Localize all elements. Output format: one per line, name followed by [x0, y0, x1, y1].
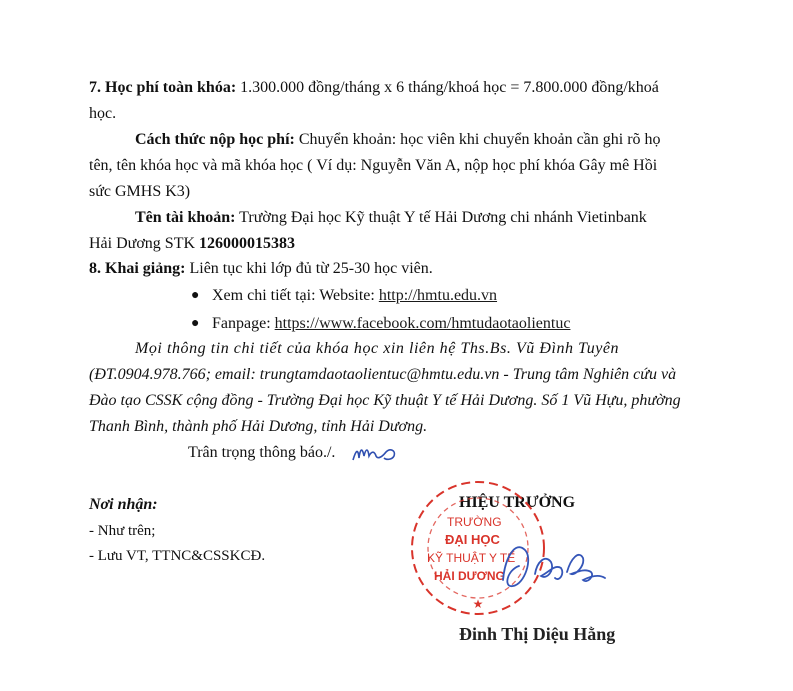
bullet-icon: ● [191, 316, 200, 331]
payment-line3: sức GMHS K3) [89, 183, 191, 200]
s8-label: 8. Khai giảng: [89, 260, 186, 277]
signature-role-text: HIỆU TRƯỞNG [459, 494, 576, 511]
fanpage-link[interactable]: https://www.facebook.com/hmtudaotaolientuc [274, 315, 571, 332]
s7-line1 [89, 78, 659, 98]
website-line [212, 286, 497, 306]
contact-line1: Mọi thông tin chi tiết của khóa học xin liên hệ Ths.Bs. Vũ Đình Tuyên [135, 340, 620, 357]
account-line2 [89, 234, 295, 254]
account-line1 [135, 208, 647, 228]
payment-line1 [135, 130, 661, 150]
contact-line2: (ĐT.0904.978.766; email: trungtamdaotaolientuc@hmtu.edu.vn - Trung tâm Nghiên cứu và [89, 366, 677, 383]
seal-line1: TRƯỜNG [447, 515, 502, 529]
handwritten-signature-icon [495, 528, 610, 603]
payment-text: Chuyển khoản: học viên khi chuyển khoản cần ghi rõ họ [294, 131, 661, 148]
seal-line4: HẢI DƯƠNG [434, 569, 505, 583]
s7-label: 7. Học phí toàn khóa: [89, 79, 237, 96]
s8-line [89, 259, 433, 279]
recipients-title-text: Nơi nhận: [89, 496, 158, 513]
initials-mark-icon [350, 438, 402, 468]
svg-text:★: ★ [472, 597, 484, 611]
payment-line2: tên, tên khóa học và mã khóa học ( Ví dụ: Nguyễn Văn A, nộp học phí khóa Gây mê Hồi [89, 157, 658, 174]
account-text: Trường Đại học Kỹ thuật Y tế Hải Dương chi nhánh Vietinbank [235, 209, 647, 226]
recipient-item: - Như trên; [89, 523, 156, 539]
fanpage-line [212, 314, 570, 334]
payment-label: Cách thức nộp học phí: [135, 131, 295, 148]
s7-text: 1.300.000 đồng/tháng x 6 tháng/khoá học = 7.800.000 đồng/khoá [236, 79, 659, 96]
website-label: Xem chi tiết tại: Website: [212, 287, 379, 304]
recipients-title [89, 495, 158, 515]
seal-line2: ĐẠI HỌC [445, 532, 500, 547]
s7-line2: học. [89, 105, 117, 122]
account-prefix: Hải Dương STK [89, 235, 200, 252]
contact-line3: Đào tạo CSSK cộng đồng - Trường Đại học Kỹ thuật Y tế Hải Dương. Số 1 Vũ Hựu, phường [89, 392, 681, 409]
closing-text: Trân trọng thông báo./. [188, 444, 336, 461]
s8-text: Liên tục khi lớp đủ từ 25-30 học viên. [185, 260, 433, 277]
bullet-icon: ● [191, 288, 200, 303]
website-link[interactable]: http://hmtu.edu.vn [378, 287, 498, 304]
signatory-name: Đinh Thị Diệu Hằng [459, 624, 616, 644]
contact-line4: Thanh Bình, thành phố Hải Dương, tỉnh Hải Dương. [89, 418, 428, 435]
fanpage-label: Fanpage: [212, 315, 275, 332]
account-label: Tên tài khoản: [135, 209, 236, 226]
seal-line3: KỸ THUẬT Y TẾ [427, 551, 516, 565]
recipient-item: - Lưu VT, TTNC&CSSKCĐ. [89, 548, 266, 564]
account-number: 126000015383 [199, 235, 296, 252]
